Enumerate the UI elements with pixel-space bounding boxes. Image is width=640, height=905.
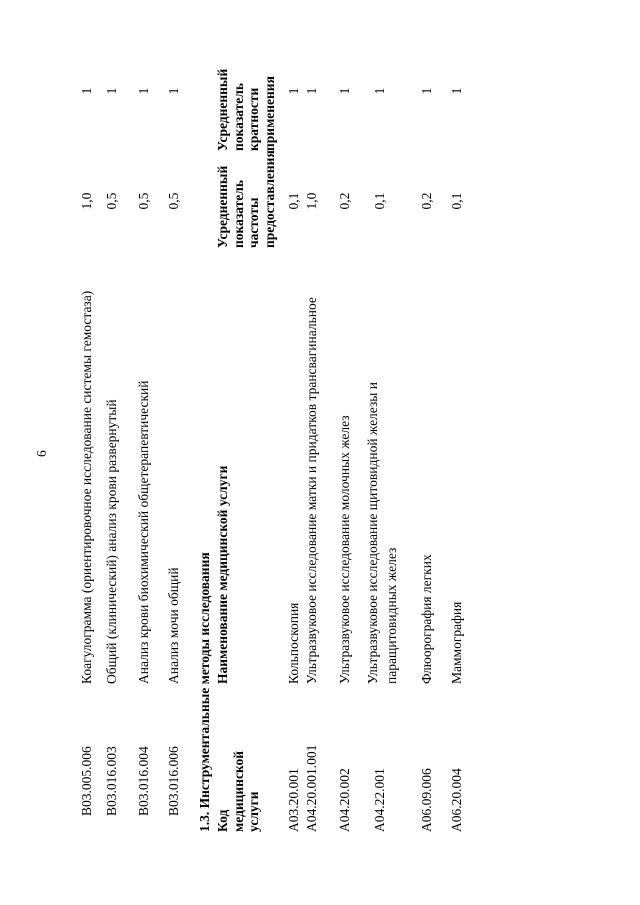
frequency-value: 1,0 bbox=[304, 192, 319, 210]
service-name: Кольпоскопия bbox=[286, 602, 301, 684]
page-number: 6 bbox=[34, 450, 49, 457]
frequency-value: 0,5 bbox=[166, 192, 181, 210]
multiplicity-value: 1 bbox=[286, 87, 301, 95]
column-header-multiplicity: Усредненный показатель кратности применения bbox=[215, 68, 277, 151]
service-name: Общий (клинический) анализ крови развернутый bbox=[104, 399, 119, 684]
multiplicity-value: 1 bbox=[449, 87, 464, 95]
service-code: A06.20.004 bbox=[449, 768, 464, 832]
frequency-value: 0,2 bbox=[419, 192, 434, 210]
service-name: Коагулограмма (ориентировочное исследование системы гемостаза) bbox=[79, 290, 94, 684]
frequency-value: 0,5 bbox=[104, 192, 119, 210]
service-code: A04.20.001.001 bbox=[304, 744, 319, 832]
service-name-line-2: паращитовидных желез bbox=[384, 547, 399, 684]
frequency-value: 0,1 bbox=[449, 192, 464, 210]
service-code: B03.005.006 bbox=[79, 746, 94, 816]
service-name: Маммография bbox=[449, 601, 464, 684]
service-name: Анализ крови биохимический общетерапевтический bbox=[136, 380, 151, 684]
service-name: Ультразвуковое исследование матки и придатков трансвагинальное bbox=[304, 297, 319, 684]
column-header-code: Код медицинской услуги bbox=[215, 750, 261, 832]
service-name-line-1: Ультразвуковое исследование щитовидной железы и bbox=[365, 382, 380, 684]
service-code: A04.20.002 bbox=[337, 768, 352, 832]
multiplicity-value: 1 bbox=[79, 87, 94, 95]
frequency-value: 1,0 bbox=[79, 192, 94, 210]
section-title: 1.3. Инструментальные методы исследования bbox=[197, 552, 212, 832]
multiplicity-value: 1 bbox=[337, 87, 352, 95]
service-name: Анализ мочи общий bbox=[166, 567, 181, 684]
multiplicity-value: 1 bbox=[166, 87, 181, 95]
service-name: Флюорография легких bbox=[419, 554, 434, 684]
service-code: A06.09.006 bbox=[419, 768, 434, 832]
multiplicity-value: 1 bbox=[419, 87, 434, 95]
multiplicity-value: 1 bbox=[304, 87, 319, 95]
service-code: A04.22.001 bbox=[372, 768, 387, 832]
multiplicity-value: 1 bbox=[104, 87, 119, 95]
service-code: B03.016.003 bbox=[104, 746, 119, 816]
column-header-frequency: Усредненный показатель частоты предоставления bbox=[215, 150, 277, 248]
service-code: A03.20.001 bbox=[286, 768, 301, 832]
frequency-value: 0,2 bbox=[337, 192, 352, 210]
service-code: B03.016.006 bbox=[166, 746, 181, 816]
multiplicity-value: 1 bbox=[136, 87, 151, 95]
frequency-value: 0,5 bbox=[136, 192, 151, 210]
service-name: Ультразвуковое исследование молочных желез bbox=[337, 415, 352, 684]
multiplicity-value: 1 bbox=[372, 87, 387, 95]
service-code: B03.016.004 bbox=[136, 746, 151, 816]
column-header-name: Наименование медицинской услуги bbox=[215, 465, 230, 684]
frequency-value: 0,1 bbox=[286, 192, 301, 210]
frequency-value: 0,1 bbox=[372, 192, 387, 210]
